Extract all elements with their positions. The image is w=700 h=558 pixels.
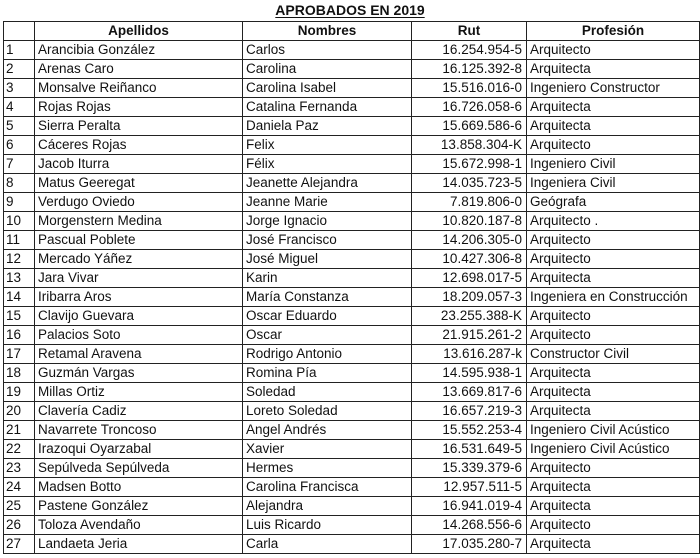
cell-rut: 15.552.253-4 [412, 421, 527, 440]
table-row [4, 98, 700, 117]
row-number: 12 [4, 250, 35, 269]
table-row [4, 60, 700, 79]
row-number: 13 [4, 269, 35, 288]
cell-rut: 16.726.058-6 [412, 98, 527, 117]
cell-rut: 21.915.261-2 [412, 326, 527, 345]
cell-nombres: Daniela Paz [243, 117, 412, 136]
cell-profesion: Arquitecta [527, 364, 700, 383]
cell-nombres: Karin [243, 269, 412, 288]
row-number: 23 [4, 459, 35, 478]
cell-profesion: Arquitecta [527, 478, 700, 497]
table-row [4, 212, 700, 231]
cell-nombres: Carla [243, 535, 412, 554]
cell-profesion: Ingeniero Constructor [527, 79, 700, 98]
document-title: APROBADOS EN 2019 [275, 2, 425, 18]
row-number: 16 [4, 326, 35, 345]
cell-apellidos: Clavijo Guevara [35, 307, 243, 326]
cell-nombres: Hermes [243, 459, 412, 478]
row-number: 18 [4, 364, 35, 383]
header-nombres: Nombres [243, 22, 412, 41]
cell-nombres: Felix [243, 136, 412, 155]
cell-rut: 16.657.219-3 [412, 402, 527, 421]
cell-profesion: Arquitecta [527, 383, 700, 402]
cell-apellidos: Retamal Aravena [35, 345, 243, 364]
cell-rut: 13.858.304-K [412, 136, 527, 155]
cell-apellidos: Sepúlveda Sepúlveda [35, 459, 243, 478]
approved-list-table [3, 21, 700, 554]
table-body [4, 41, 700, 554]
header-number [4, 22, 35, 41]
row-number: 5 [4, 117, 35, 136]
cell-apellidos: Guzmán Vargas [35, 364, 243, 383]
cell-nombres: Angel Andrés [243, 421, 412, 440]
cell-nombres: Jeanne Marie [243, 193, 412, 212]
cell-profesion: Geógrafa [527, 193, 700, 212]
table-row [4, 459, 700, 478]
cell-rut: 13.616.287-k [412, 345, 527, 364]
table-row [4, 307, 700, 326]
cell-nombres: José Francisco [243, 231, 412, 250]
table-row [4, 345, 700, 364]
cell-profesion: Ingeniero Civil [527, 155, 700, 174]
cell-apellidos: Verdugo Oviedo [35, 193, 243, 212]
table-row [4, 136, 700, 155]
cell-nombres: Catalina Fernanda [243, 98, 412, 117]
row-number: 3 [4, 79, 35, 98]
cell-rut: 16.125.392-8 [412, 60, 527, 79]
cell-apellidos: Jacob Iturra [35, 155, 243, 174]
cell-apellidos: Pascual Poblete [35, 231, 243, 250]
row-number: 26 [4, 516, 35, 535]
cell-profesion: Arquitecta [527, 60, 700, 79]
cell-nombres: Luis Ricardo [243, 516, 412, 535]
cell-apellidos: Landaeta Jeria [35, 535, 243, 554]
cell-nombres: Oscar [243, 326, 412, 345]
cell-profesion: Arquitecta [527, 117, 700, 136]
cell-rut: 15.516.016-0 [412, 79, 527, 98]
table-row [4, 269, 700, 288]
cell-profesion: Arquitecta [527, 98, 700, 117]
row-number: 20 [4, 402, 35, 421]
table-row [4, 288, 700, 307]
cell-rut: 15.672.998-1 [412, 155, 527, 174]
row-number: 25 [4, 497, 35, 516]
cell-apellidos: Rojas Rojas [35, 98, 243, 117]
cell-rut: 7.819.806-0 [412, 193, 527, 212]
cell-nombres: Carolina Francisca [243, 478, 412, 497]
cell-rut: 12.957.511-5 [412, 478, 527, 497]
cell-rut: 16.254.954-5 [412, 41, 527, 60]
cell-apellidos: Arancibia González [35, 41, 243, 60]
cell-nombres: Carlos [243, 41, 412, 60]
cell-nombres: Soledad [243, 383, 412, 402]
header-apellidos: Apellidos [35, 22, 243, 41]
cell-rut: 17.035.280-7 [412, 535, 527, 554]
row-number: 1 [4, 41, 35, 60]
cell-profesion: Constructor Civil [527, 345, 700, 364]
cell-rut: 14.206.305-0 [412, 231, 527, 250]
cell-profesion: Ingeniera Civil [527, 174, 700, 193]
row-number: 15 [4, 307, 35, 326]
row-number: 17 [4, 345, 35, 364]
cell-profesion: Arquitecto [527, 459, 700, 478]
cell-apellidos: Iribarra Aros [35, 288, 243, 307]
table-row [4, 326, 700, 345]
cell-profesion: Ingeniero Civil Acústico [527, 421, 700, 440]
cell-rut: 16.531.649-5 [412, 440, 527, 459]
table-row [4, 79, 700, 98]
table-row [4, 421, 700, 440]
cell-apellidos: Madsen Botto [35, 478, 243, 497]
cell-profesion: Arquitecto [527, 231, 700, 250]
row-number: 8 [4, 174, 35, 193]
cell-apellidos: Navarrete Troncoso [35, 421, 243, 440]
cell-rut: 10.427.306-8 [412, 250, 527, 269]
cell-apellidos: Mercado Yáñez [35, 250, 243, 269]
cell-nombres: Oscar Eduardo [243, 307, 412, 326]
cell-profesion: Arquitecto [527, 41, 700, 60]
table-row [4, 383, 700, 402]
table-row [4, 516, 700, 535]
cell-apellidos: Arenas Caro [35, 60, 243, 79]
row-number: 11 [4, 231, 35, 250]
table-row [4, 250, 700, 269]
cell-profesion: Arquitecto [527, 516, 700, 535]
cell-profesion: Arquitecto [527, 250, 700, 269]
cell-nombres: Jeanette Alejandra [243, 174, 412, 193]
cell-nombres: Loreto Soledad [243, 402, 412, 421]
table-row [4, 155, 700, 174]
cell-apellidos: Pastene González [35, 497, 243, 516]
cell-rut: 12.698.017-5 [412, 269, 527, 288]
row-number: 2 [4, 60, 35, 79]
cell-profesion: Ingeniero Civil Acústico [527, 440, 700, 459]
row-number: 4 [4, 98, 35, 117]
cell-nombres: Rodrigo Antonio [243, 345, 412, 364]
cell-apellidos: Toloza Avendaño [35, 516, 243, 535]
cell-rut: 15.339.379-6 [412, 459, 527, 478]
cell-rut: 15.669.586-6 [412, 117, 527, 136]
cell-apellidos: Matus Geeregat [35, 174, 243, 193]
table-row [4, 440, 700, 459]
table-row [4, 193, 700, 212]
cell-nombres: Carolina [243, 60, 412, 79]
table-row [4, 174, 700, 193]
table-row [4, 231, 700, 250]
cell-apellidos: Morgenstern Medina [35, 212, 243, 231]
cell-profesion: Arquitecta [527, 497, 700, 516]
row-number: 10 [4, 212, 35, 231]
cell-nombres: Romina Pía [243, 364, 412, 383]
row-number: 14 [4, 288, 35, 307]
cell-apellidos: Sierra Peralta [35, 117, 243, 136]
cell-nombres: Carolina Isabel [243, 79, 412, 98]
cell-profesion: Arquitecta [527, 535, 700, 554]
cell-apellidos: Monsalve Reiñanco [35, 79, 243, 98]
row-number: 9 [4, 193, 35, 212]
cell-rut: 23.255.388-K [412, 307, 527, 326]
cell-apellidos: Irazoqui Oyarzabal [35, 440, 243, 459]
cell-rut: 10.820.187-8 [412, 212, 527, 231]
header-rut: Rut [412, 22, 527, 41]
cell-apellidos: Palacios Soto [35, 326, 243, 345]
table-row [4, 497, 700, 516]
cell-rut: 13.669.817-6 [412, 383, 527, 402]
cell-rut: 16.941.019-4 [412, 497, 527, 516]
row-number: 21 [4, 421, 35, 440]
cell-rut: 14.268.556-6 [412, 516, 527, 535]
table-row [4, 478, 700, 497]
cell-nombres: Félix [243, 155, 412, 174]
cell-profesion: Arquitecto [527, 326, 700, 345]
table-row [4, 364, 700, 383]
cell-profesion: Arquitecta [527, 269, 700, 288]
row-number: 7 [4, 155, 35, 174]
cell-rut: 18.209.057-3 [412, 288, 527, 307]
cell-nombres: Jorge Ignacio [243, 212, 412, 231]
cell-profesion: Arquitecto . [527, 212, 700, 231]
row-number: 27 [4, 535, 35, 554]
cell-rut: 14.035.723-5 [412, 174, 527, 193]
table-row [4, 41, 700, 60]
row-number: 19 [4, 383, 35, 402]
cell-apellidos: Jara Vivar [35, 269, 243, 288]
table-row [4, 535, 700, 554]
cell-profesion: Ingeniera en Construcción [527, 288, 700, 307]
row-number: 6 [4, 136, 35, 155]
row-number: 24 [4, 478, 35, 497]
cell-nombres: José Miguel [243, 250, 412, 269]
cell-apellidos: Clavería Cadiz [35, 402, 243, 421]
table-header-row [4, 22, 700, 41]
cell-nombres: Alejandra [243, 497, 412, 516]
cell-profesion: Arquitecto [527, 307, 700, 326]
cell-profesion: Arquitecta [527, 402, 700, 421]
header-profesion: Profesión [527, 22, 700, 41]
table-row [4, 402, 700, 421]
cell-profesion: Arquitecto [527, 136, 700, 155]
cell-nombres: María Constanza [243, 288, 412, 307]
cell-apellidos: Millas Ortiz [35, 383, 243, 402]
cell-rut: 14.595.938-1 [412, 364, 527, 383]
table-row [4, 117, 700, 136]
row-number: 22 [4, 440, 35, 459]
cell-nombres: Xavier [243, 440, 412, 459]
cell-apellidos: Cáceres Rojas [35, 136, 243, 155]
